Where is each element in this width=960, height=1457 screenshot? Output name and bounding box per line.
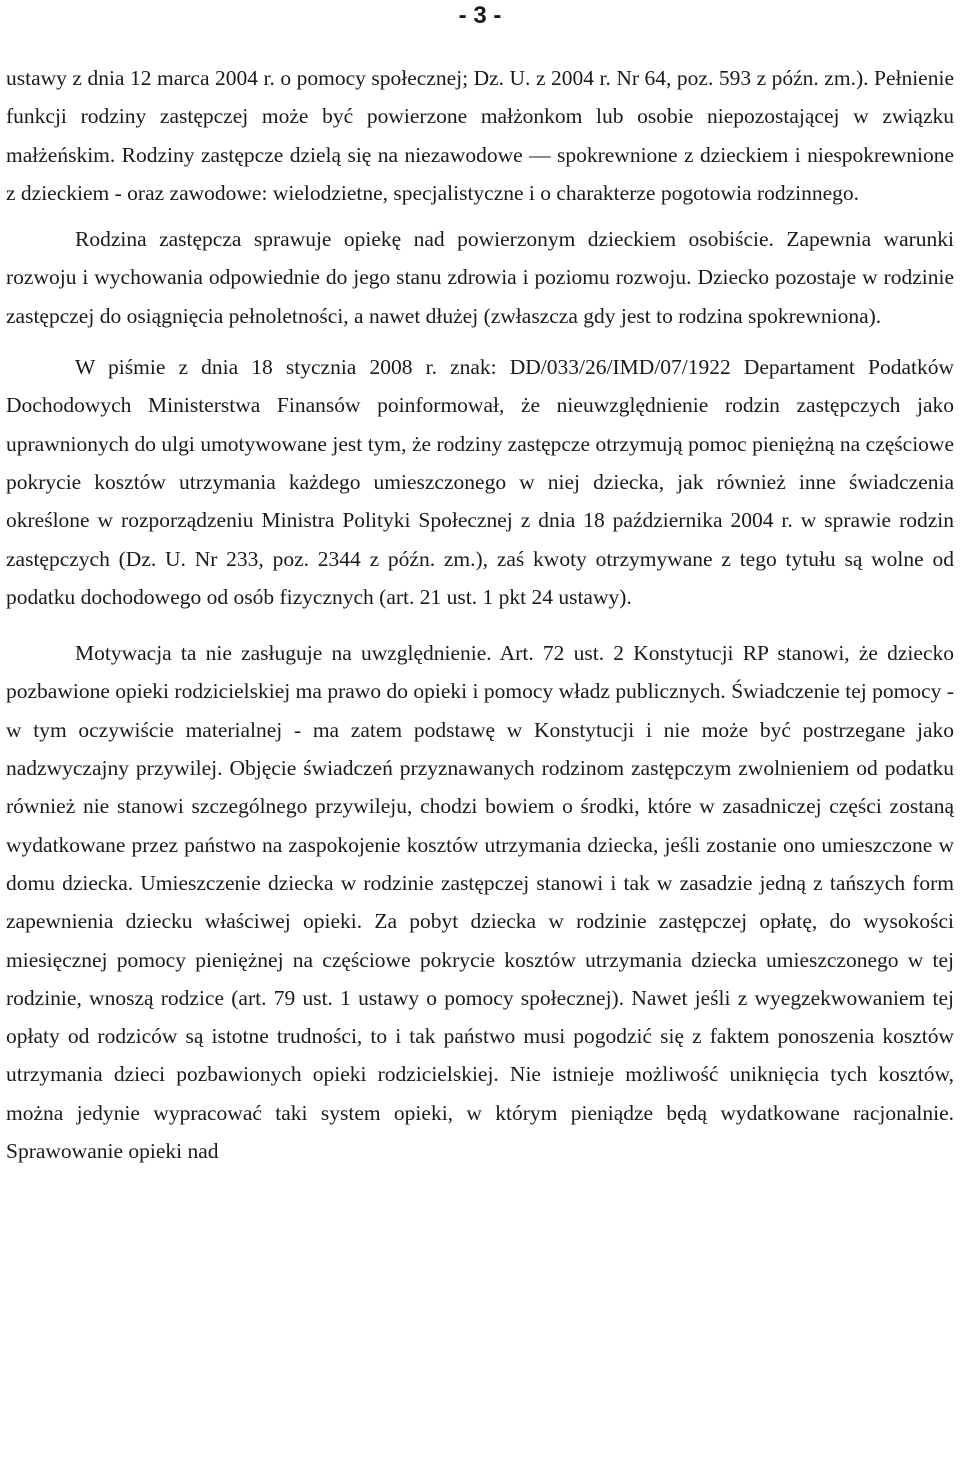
paragraph-ministry-letter: W piśmie z dnia 18 stycznia 2008 r. znak: DD/033/26/IMD/07/1922 Departament Podatków Dochodowych Ministerstwa Finansów poinformował, że nieuwzględnienie rodzin zastępczych jako uprawnionych do ulgi umotywowane jest tym, że rodziny zastępcze otrzymują pomoc pieniężną na częściowe pokrycie kosztów utrzymania każdego umieszczonego w niej dziecka, jak również inne świadczenia określone w rozporządzeniu Ministra Polityki Społecznej z dnia 18 października 2004 r. w sprawie rodzin zastępczych (Dz. U. Nr 233, poz. 2344 z późn. zm.), zaś kwoty otrzymywane z tego tytułu są wolne od podatku dochodowego od osób fizycznych (art. 21 ust. 1 pkt 24 ustawy). [6, 355, 954, 609]
paragraph-motivation: Motywacja ta nie zasługuje na uwzględnienie. Art. 72 ust. 2 Konstytucji RP stanowi, że dziecko pozbawione opieki rodzicielskiej ma prawo do opieki i pomocy władz publicznych. Świadczenie tej pomocy - w tym oczywiście materialnej - ma zatem podstawę w Konstytucji i nie może być postrzegane jako nadzwyczajny przywilej. Objęcie świadczeń przyznawanych rodzinom zastępczym zwolnieniem od podatku również nie stanowi szczególnego przywileju, chodzi bowiem o środki, które w zasadniczej części zostaną wydatkowane przez państwo na zaspokojenie kosztów utrzymania dziecka, jeśli zostanie ono umieszczone w domu dziecka. Umieszczenie dziecka w rodzinie zastępczej stanowi i tak w zasadzie jedną z tańszych form zapewnienia dziecku właściwej opieki. Za pobyt dziecka w rodzinie zastępczej opłatę, do wysokości miesięcznej pomocy pieniężnej na częściowe pokrycie kosztów utrzymania dziecka umieszczonego w tej rodzinie, wnoszą rodzice (art. 79 ust. 1 ustawy o pomocy społecznej). Nawet jeśli z wyegzekwowaniem tej opłaty od rodziców są istotne trudności, to i tak państwo musi pogodzić się z faktem ponoszenia kosztów utrzymania dzieci pozbawionych opieki rodzicielskiej. Nie istnieje możliwość uniknięcia tych kosztów, można jedynie wypracować taki system opieki, w którym pieniądze będą wydatkowane racjonalnie. Sprawowanie opieki nad [6, 641, 954, 1164]
paragraph-foster-family-duties: Rodzina zastępcza sprawuje opiekę nad powierzonym dzieckiem osobiście. Zapewnia warunki rozwoju i wychowania odpowiednie do jego stanu zdrowia i poziomu rozwoju. Dziecko pozostaje w rodzinie zastępczej do osiągnięcia pełnoletności, a nawet dłużej (zwłaszcza gdy jest to rodzina spokrewniona). [6, 227, 954, 328]
document-body [6, 59, 954, 1170]
paragraph-continuation: ustawy z dnia 12 marca 2004 r. o pomocy społecznej; Dz. U. z 2004 r. Nr 64, poz. 593 z późn. zm.). Pełnienie funkcji rodziny zastępczej może być powierzone małżonkom lub osobie niepozostającej w związku małżeńskim. Rodziny zastępcze dzielą się na niezawodowe — spokrewnione z dzieckiem i niespokrewnione z dzieckiem - oraz zawodowe: wielodzietne, specjalistyczne i o charakterze pogotowia rodzinnego. [6, 66, 954, 205]
page-number: - 3 - [458, 2, 502, 29]
